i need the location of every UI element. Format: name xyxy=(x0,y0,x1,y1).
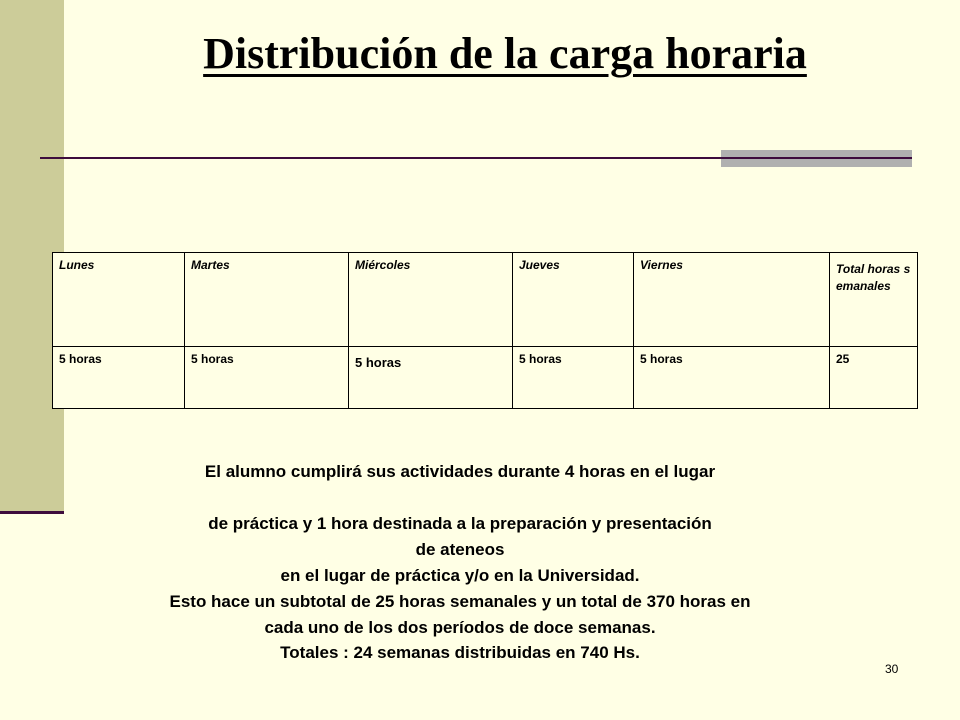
paragraph-line-4: en el lugar de práctica y/o en la Universidad. xyxy=(280,566,640,585)
paragraph-line-3: de ateneos xyxy=(415,540,505,559)
left-bar-underline xyxy=(0,511,64,514)
table-row xyxy=(53,347,918,409)
header-cell-viernes: Viernes xyxy=(634,253,830,347)
header-cell-martes: Martes xyxy=(185,253,349,347)
header-cell-lunes: Lunes xyxy=(53,253,185,347)
value-cell-total: 25 xyxy=(830,347,918,409)
paragraph-line-5: Esto hace un subtotal de 25 horas semanales y un total de 370 horas en xyxy=(169,592,751,611)
paragraph-line-1: El alumno cumplirá sus actividades durante 4 horas en el lugar xyxy=(204,462,716,481)
header-cell-total: Total horas semanales xyxy=(830,253,918,347)
value-cell-jueves: 5 horas xyxy=(513,347,634,409)
table-header-row xyxy=(53,253,918,347)
value-cell-martes: 5 horas xyxy=(185,347,349,409)
paragraph-line-7: Totales : 24 semanas distribuidas en 740 Hs. xyxy=(280,643,640,662)
value-cell-miercoles: 5 horas xyxy=(349,347,513,409)
paragraph-line-2: de práctica y 1 hora destinada a la preparación y presentación xyxy=(208,514,712,533)
page-number: 30 xyxy=(885,662,899,676)
header-cell-miercoles: Miércoles xyxy=(349,253,513,347)
slide-title: Distribución de la carga horaria xyxy=(203,29,807,78)
schedule-table xyxy=(52,252,918,409)
divider-accent-line xyxy=(721,157,912,159)
header-cell-jueves: Jueves xyxy=(513,253,634,347)
value-cell-viernes: 5 horas xyxy=(634,347,830,409)
paragraph-line-6: cada uno de los dos períodos de doce semanas. xyxy=(264,618,656,637)
value-cell-lunes: 5 horas xyxy=(53,347,185,409)
